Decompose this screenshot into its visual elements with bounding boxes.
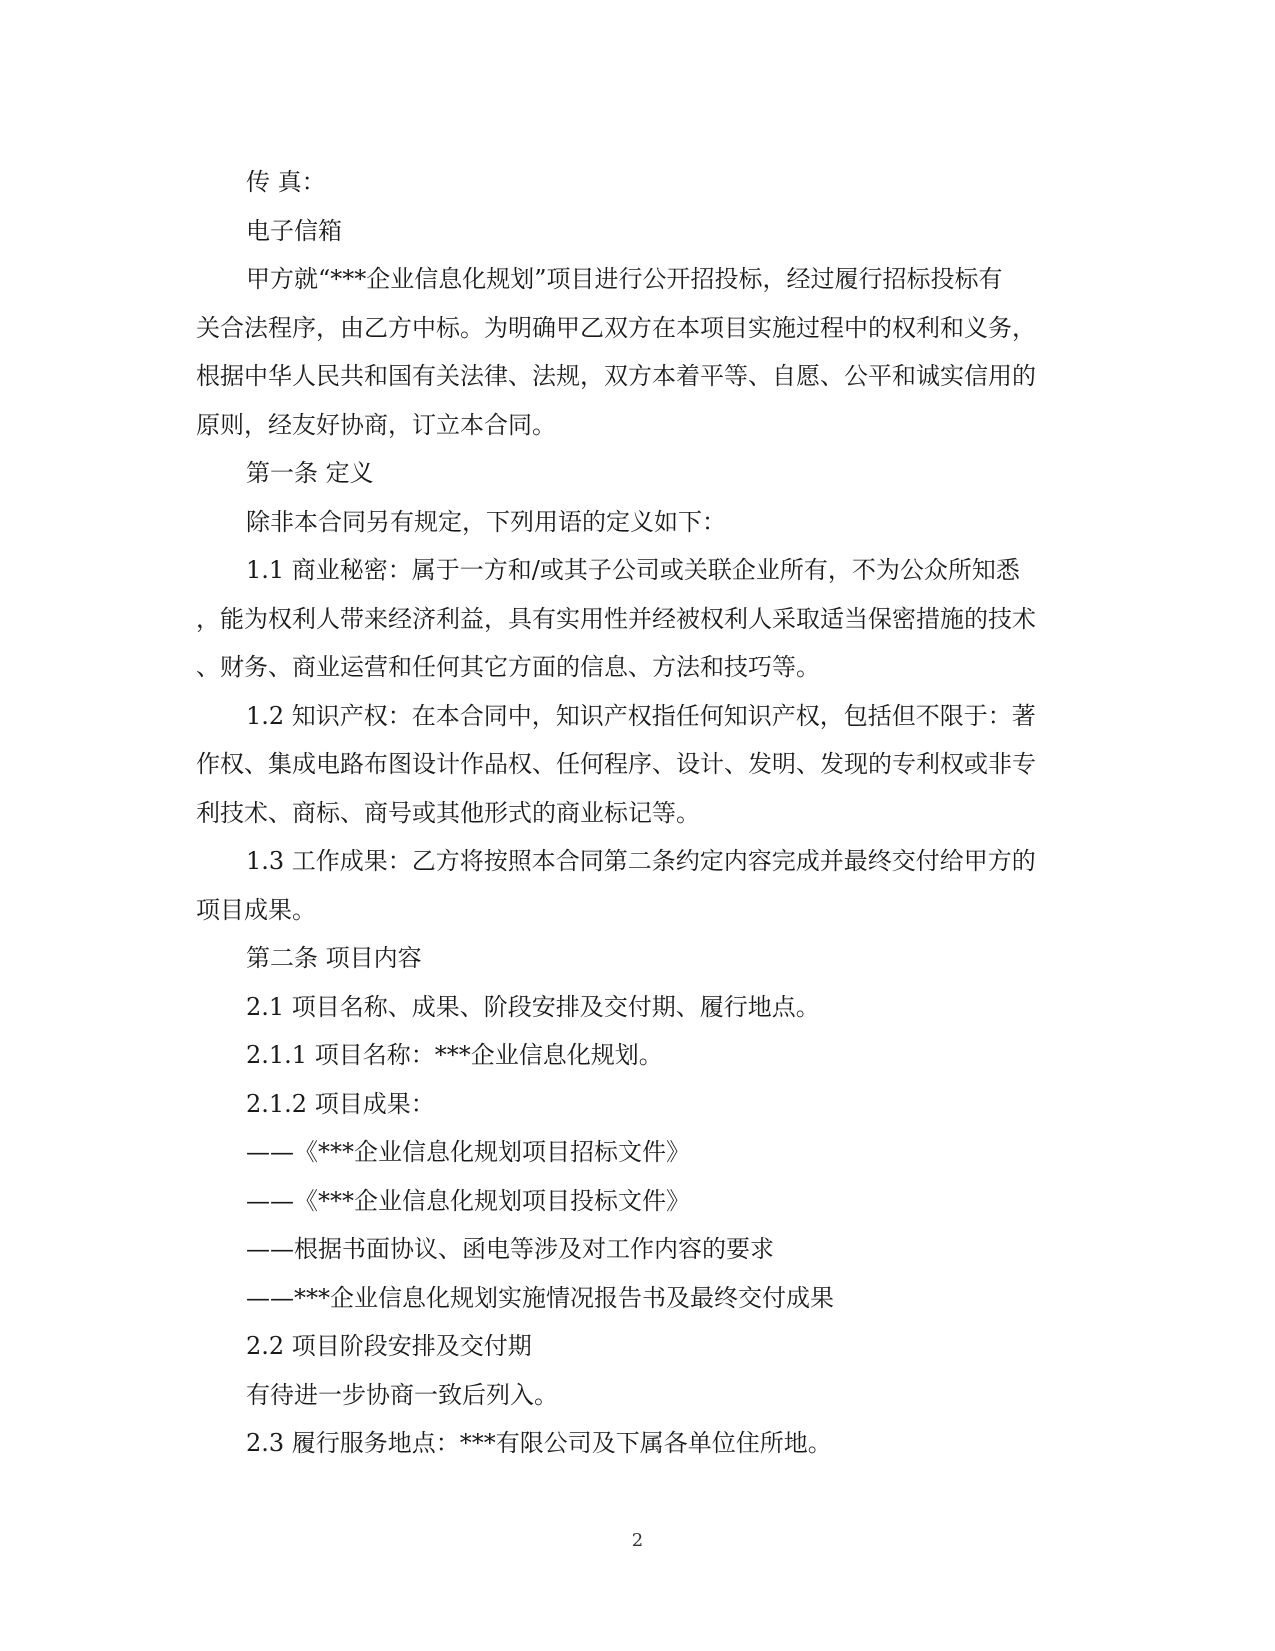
text-line: 项目成果。 — [196, 895, 316, 924]
text-line: 、财务、商业运营和任何其它方面的信息、方法和技巧等。 — [196, 653, 820, 681]
text-line: 2.1 项目名称、成果、阶段安排及交付期、履行地点。 — [246, 992, 820, 1021]
text-line: 2.1.1 项目名称：***企业信息化规划。 — [246, 1041, 663, 1069]
list-item: ——***企业信息化规划实施情况报告书及最终交付成果 — [246, 1283, 834, 1312]
page-number: 2 — [631, 1530, 644, 1551]
text-line: 利技术、商标、商号或其他形式的商业标记等。 — [196, 798, 700, 827]
list-item: ——根据书面协议、函电等涉及对工作内容的要求 — [246, 1235, 774, 1263]
text-line: 关合法程序，由乙方中标。为明确甲乙双方在本项目实施过程中的权利和义务， — [196, 313, 1036, 342]
text-line: 2.2 项目阶段安排及交付期 — [246, 1332, 532, 1360]
text-line: 原则，经友好协商，订立本合同。 — [196, 410, 556, 439]
text-line: 甲方就“***企业信息化规划”项目进行公开招投标，经过履行招标投标有 — [246, 265, 1003, 293]
section-heading: 第二条 项目内容 — [246, 944, 422, 972]
text-line: 作权、集成电路布图设计作品权、任何程序、设计、发明、发现的专利权或非专 — [196, 750, 1036, 778]
document-body — [196, 158, 1076, 1468]
text-line: 2.3 履行服务地点：***有限公司及下属各单位住所地。 — [246, 1429, 832, 1457]
text-line: 电子信箱 — [246, 216, 342, 245]
text-line: 2.1.2 项目成果： — [246, 1089, 435, 1118]
text-line: 有待进一步协商一致后列入。 — [246, 1380, 558, 1409]
text-line: 传 真： — [246, 168, 326, 196]
text-line: 1.3 工作成果：乙方将按照本合同第二条约定内容完成并最终交付给甲方的 — [246, 847, 1036, 875]
list-item: ——《***企业信息化规划项目投标文件》 — [246, 1186, 690, 1215]
list-item: ——《***企业信息化规划项目招标文件》 — [246, 1138, 690, 1166]
text-line: 1.2 知识产权：在本合同中，知识产权指任何知识产权，包括但不限于：著 — [246, 701, 1036, 730]
text-line: ，能为权利人带来经济利益，具有实用性并经被权利人采取适当保密措施的技术 — [196, 604, 1036, 633]
text-line: 除非本合同另有规定，下列用语的定义如下： — [246, 507, 726, 536]
text-line: 1.1 商业秘密：属于一方和/或其子公司或关联企业所有，不为公众所知悉 — [246, 556, 1020, 584]
text-line: 根据中华人民共和国有关法律、法规，双方本着平等、自愿、公平和诚实信用的 — [196, 362, 1036, 390]
section-heading: 第一条 定义 — [246, 459, 374, 487]
